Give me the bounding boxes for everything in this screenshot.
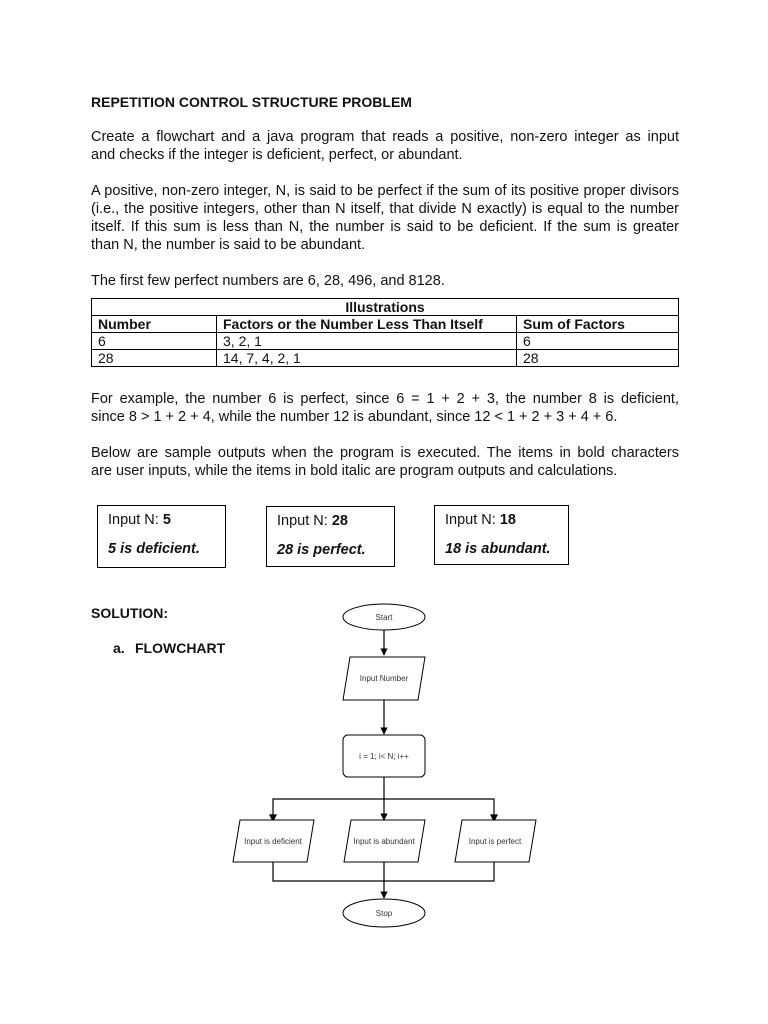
definition-line: A positive, non-zero integer, N, is said to be perfect if the sum of its positive proper divisors bbox=[91, 183, 679, 199]
flow-start-label: Start bbox=[375, 613, 393, 622]
sample-input-value: 18 bbox=[499, 512, 516, 528]
example-line: since 8 > 1 + 2 + 4, while the number 12 is abundant, since 12 < 1 + 2 + 3 + 4 + 6. bbox=[91, 409, 618, 425]
flowchart-heading-number: a. bbox=[113, 640, 125, 656]
definition-line: than N, the number is said to be abundant. bbox=[91, 237, 366, 253]
problem-heading: REPETITION CONTROL STRUCTURE PROBLEM bbox=[91, 94, 412, 110]
sample-prompt: Input N: bbox=[277, 513, 332, 529]
column-header-sum: Sum of Factors bbox=[517, 316, 679, 333]
sample-output-line: 5 is deficient. bbox=[108, 541, 200, 557]
intro-line: Create a flowchart and a java program that reads a positive, non-zero integer as input bbox=[91, 129, 679, 145]
perfect-numbers-sentence: The first few perfect numbers are 6, 28, 496, and 8128. bbox=[91, 273, 445, 289]
flow-loop-label: i = 1; i< N; i++ bbox=[359, 752, 409, 761]
flow-branch-label: Input is perfect bbox=[468, 837, 522, 846]
flow-branch-label: Input is abundant bbox=[353, 837, 415, 846]
table-title: Illustrations bbox=[92, 299, 679, 316]
definition-line: itself. If this sum is less than N, the number is said to be deficient. If the sum is greater bbox=[91, 219, 679, 235]
column-header-factors: Factors or the Number Less Than Itself bbox=[217, 316, 517, 333]
sample-prompt: Input N: bbox=[108, 512, 163, 528]
table-cell: 28 bbox=[517, 350, 679, 367]
flowchart-heading-text: FLOWCHART bbox=[135, 640, 226, 656]
sample-intro-line: are user inputs, while the items in bold italic are program outputs and calculations. bbox=[91, 463, 618, 479]
example-line: For example, the number 6 is perfect, since 6 = 1 + 2 + 3, the number 8 is deficient, bbox=[91, 391, 679, 407]
column-header-number: Number bbox=[92, 316, 217, 333]
table-cell: 14, 7, 4, 2, 1 bbox=[217, 350, 517, 367]
flow-branch-label: Input is deficient bbox=[244, 837, 302, 846]
sample-input-value: 5 bbox=[162, 512, 171, 528]
table-cell: 6 bbox=[92, 333, 217, 350]
flow-input-label: Input Number bbox=[359, 674, 409, 683]
table-cell: 6 bbox=[517, 333, 679, 350]
solution-heading: SOLUTION: bbox=[91, 605, 168, 621]
sample-prompt: Input N: bbox=[445, 512, 500, 528]
intro-line: and checks if the integer is deficient, perfect, or abundant. bbox=[91, 147, 463, 163]
sample-intro-line: Below are sample outputs when the program is executed. The items in bold characters bbox=[91, 445, 679, 461]
flow-stop-label: Stop bbox=[375, 909, 393, 918]
sample-output-line: 28 is perfect. bbox=[277, 542, 366, 558]
sample-input-value: 28 bbox=[331, 513, 348, 529]
sample-output-line: 18 is abundant. bbox=[445, 541, 551, 557]
table-cell: 3, 2, 1 bbox=[217, 333, 517, 350]
table-cell: 28 bbox=[92, 350, 217, 367]
definition-line: (i.e., the positive integers, other than N itself, that divide N exactly) is equal to the number bbox=[91, 201, 679, 217]
